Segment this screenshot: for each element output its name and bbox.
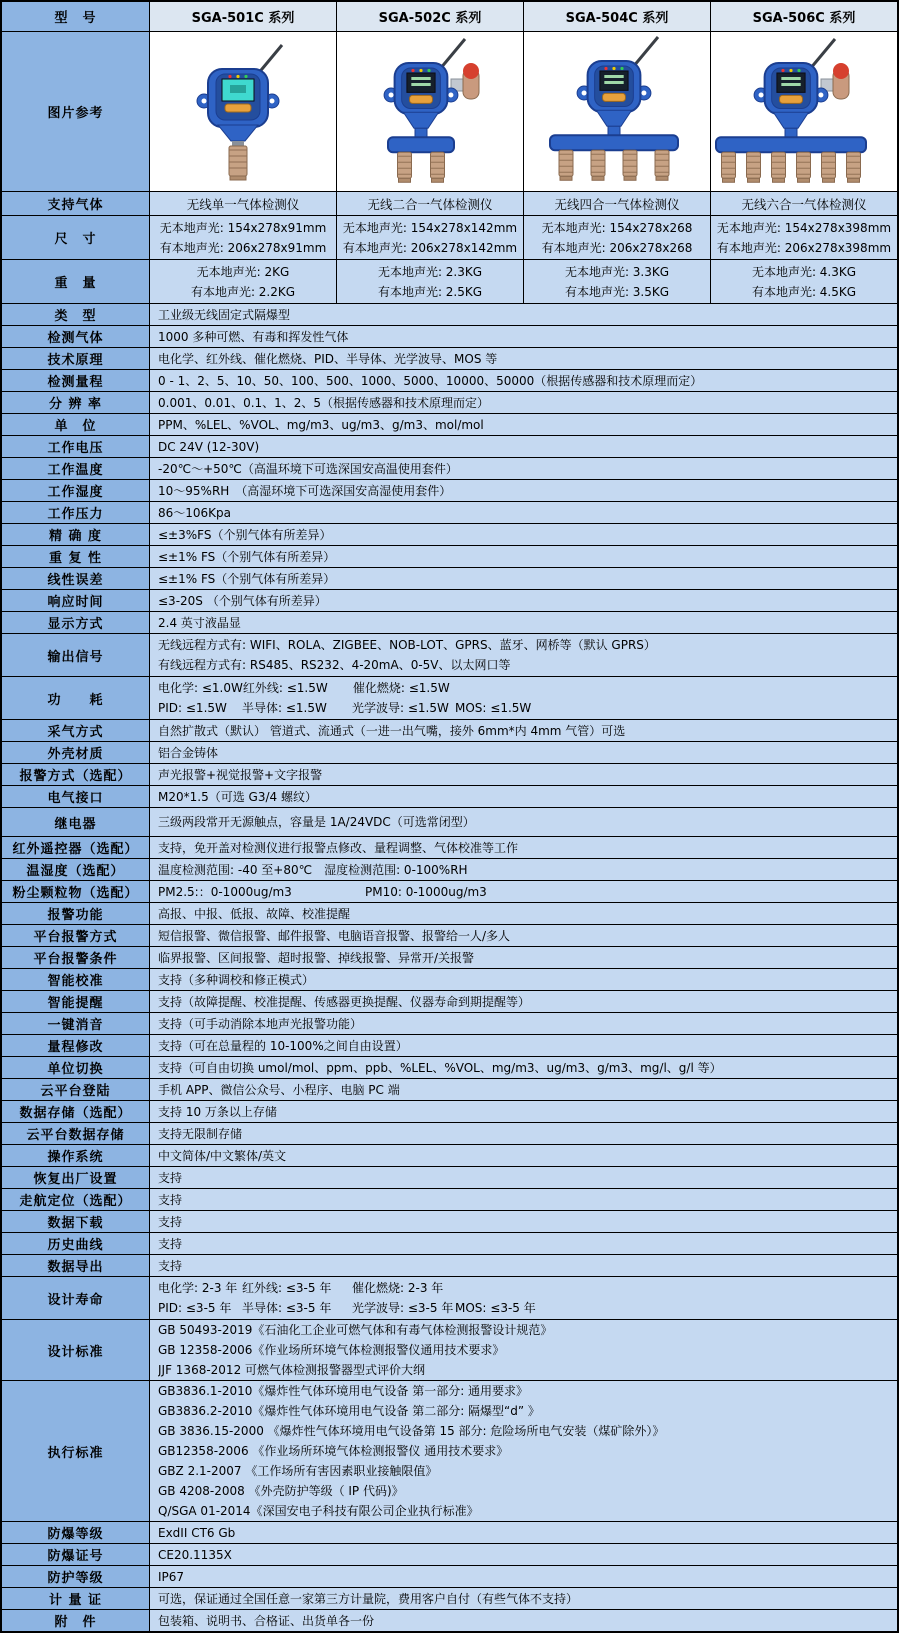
spec-row-label: 单位切换 (2, 1057, 150, 1078)
spec-row-label: 分 辨 率 (2, 392, 150, 413)
spec-value-line: Q/SGA 01-2014《深国安电子科技有限公司企业执行标准》 (158, 1504, 479, 1518)
weight-501c (150, 260, 337, 303)
spec-value-line: 支持 (158, 1170, 183, 1185)
size-line: 有本地声光: 206x278x142mm (342, 240, 518, 255)
weight-506c (711, 260, 897, 303)
spec-row (2, 304, 897, 326)
spec-value-segment: 催化燃烧: 2-3 年 (352, 1281, 444, 1295)
size-line: 无本地声光: 154x278x268 (541, 221, 693, 236)
spec-row-label: 工作电压 (2, 436, 150, 457)
spec-row (2, 1079, 897, 1101)
spec-row-value (150, 392, 897, 413)
spec-row-label: 工作湿度 (2, 480, 150, 501)
spec-value-line: 铝合金铸体 (158, 745, 219, 760)
spec-row-label: 检测气体 (2, 326, 150, 347)
spec-row-value (150, 808, 897, 836)
spec-row (2, 1013, 897, 1035)
spec-row-label: 云平台登陆 (2, 1079, 150, 1100)
spec-row-value (150, 1189, 897, 1210)
model-name-sga-502c: SGA-502C 系列 (337, 2, 524, 31)
spec-row-label: 红外遥控器（选配） (2, 837, 150, 858)
spec-row (2, 370, 897, 392)
spec-row-label: 智能提醒 (2, 991, 150, 1012)
weight-label: 重 量 (2, 260, 150, 303)
model-name-sga-506c: SGA-506C 系列 (711, 2, 897, 31)
spec-row-value (150, 1101, 897, 1122)
spec-row (2, 1233, 897, 1255)
spec-row (2, 1255, 897, 1277)
spec-row (2, 546, 897, 568)
spec-value-line: 温度检测范围: -40 至+80℃ 湿度检测范围: 0-100%RH (158, 862, 468, 877)
spec-row-value (150, 370, 897, 391)
size-line: 有本地声光: 206x278x398mm (716, 240, 892, 255)
spec-value-segment: 红外线: ≤3-5 年 (242, 1281, 332, 1295)
spec-row-value (150, 1522, 897, 1543)
spec-row-value (150, 1123, 897, 1144)
spec-row (2, 1211, 897, 1233)
spec-row-label: 继电器 (2, 808, 150, 836)
spec-row-label: 工作压力 (2, 502, 150, 523)
spec-value-line: 临界报警、区间报警、超时报警、掉线报警、异常开/关报警 (158, 950, 475, 965)
spec-value-segment: MOS: ≤1.5W (455, 701, 532, 715)
spec-value-line: GBZ 2.1-2007 《工作场所有害因素职业接触限值》 (158, 1464, 438, 1478)
spec-row (2, 414, 897, 436)
spec-value-line: 三级两段常开无源触点，容量是 1A/24VDC（可选常闭型） (158, 815, 475, 829)
spec-row (2, 1381, 897, 1522)
spec-row-value (150, 881, 897, 902)
spec-row (2, 808, 897, 837)
spec-value-line: 支持（故障提醒、校准提醒、传感器更换提醒、仪器寿命到期提醒等） (158, 994, 531, 1009)
image-row (2, 32, 897, 192)
spec-row-label: 技术原理 (2, 348, 150, 369)
spec-value-line: 支持 (158, 1214, 183, 1229)
spec-row-value (150, 786, 897, 807)
spec-value-line: GB 50493-2019《石油化工企业可燃气体和有毒气体检测报警设计规范》 (158, 1323, 553, 1337)
spec-row (2, 1320, 897, 1381)
spec-row-value (150, 1211, 897, 1232)
spec-row (2, 1057, 897, 1079)
spec-row-label: 功 耗 (2, 677, 150, 719)
spec-row-label: 显示方式 (2, 612, 150, 633)
product-image-sga-501c (150, 32, 337, 191)
spec-value-line: 支持（多种调校和修正模式） (158, 972, 315, 987)
spec-row (2, 480, 897, 502)
spec-row-label: 一键消音 (2, 1013, 150, 1034)
spec-row-value (150, 1013, 897, 1034)
size-label: 尺 寸 (2, 216, 150, 259)
support-gas-row (2, 192, 897, 216)
spec-value-line: GB 3836.15-2000 《爆炸性气体环境用电气设备第 15 部分: 危险场所电气安装（煤矿除外）》 (158, 1424, 665, 1438)
spec-row (2, 1189, 897, 1211)
spec-value-line: 电化学、红外线、催化燃烧、PID、半导体、光学波导、MOS 等 (158, 351, 498, 366)
spec-value-line: 支持（可自由切换 umol/mol、ppm、ppb、%LEL、%VOL、mg/m3、ug/m3、g/m3、mg/l、g/l 等） (158, 1060, 722, 1075)
spec-row (2, 947, 897, 969)
gas-detector-icon (150, 33, 336, 191)
spec-value-line: 10～95%RH （高湿环境下可选深国安高湿使用套件） (158, 483, 452, 498)
spec-row-value (150, 1277, 897, 1319)
product-image-sga-506c (711, 32, 897, 191)
spec-row-label: 线性误差 (2, 568, 150, 589)
spec-row (2, 348, 897, 370)
spec-row-value (150, 1167, 897, 1188)
spec-row-value (150, 524, 897, 545)
spec-row-label: 数据下载 (2, 1211, 150, 1232)
spec-row-value (150, 720, 897, 741)
spec-row-value (150, 568, 897, 589)
spec-value-line: GB12358-2006 《作业场所环境气体检测报警仪 通用技术要求》 (158, 1444, 509, 1458)
gas-detector-icon (711, 33, 897, 191)
spec-value-line: CE20.1135X (158, 1547, 232, 1562)
spec-row-value (150, 1079, 897, 1100)
spec-value-line: 中文简体/中文繁体/英文 (158, 1148, 287, 1163)
spec-row-value (150, 1255, 897, 1276)
size-line: 无本地声光: 154x278x398mm (716, 221, 892, 236)
spec-row (2, 969, 897, 991)
support-gas-506c: 无线六合一气体检测仪 (711, 192, 897, 215)
spec-row-value (150, 1588, 897, 1609)
weight-line: 无本地声光: 2KG (196, 265, 290, 280)
size-line: 无本地声光: 154x278x91mm (159, 221, 327, 236)
weight-line: 有本地声光: 2.2KG (190, 284, 296, 299)
spec-value-line: 2.4 英寸液晶显 (158, 615, 241, 630)
spec-row (2, 634, 897, 677)
spec-row-label: 报警功能 (2, 903, 150, 924)
spec-row-value (150, 1233, 897, 1254)
support-gas-504c: 无线四合一气体检测仪 (524, 192, 711, 215)
model-name-sga-504c: SGA-504C 系列 (524, 2, 711, 31)
spec-row-label: 检测量程 (2, 370, 150, 391)
spec-value-segment: 电化学: ≤1.0W (158, 681, 243, 695)
spec-row-label: 平台报警方式 (2, 925, 150, 946)
weight-row (2, 260, 897, 304)
spec-row-value (150, 1610, 897, 1631)
spec-row-value (150, 634, 897, 676)
spec-value-line: GB 4208-2008 《外壳防护等级（ IP 代码)》 (158, 1484, 404, 1498)
spec-row-label: 类 型 (2, 304, 150, 325)
spec-row-label: 平台报警条件 (2, 947, 150, 968)
spec-value-line: 0 - 1、2、5、10、50、100、500、1000、5000、10000、50000（根据传感器和技术原理而定） (158, 373, 703, 388)
spec-row (2, 991, 897, 1013)
spec-value-line: 包装箱、说明书、合格证、出货单各一份 (158, 1613, 375, 1628)
weight-502c (337, 260, 524, 303)
spec-row-label: 温湿度（选配） (2, 859, 150, 880)
spec-rows-container (2, 304, 897, 1631)
spec-value-line: ≤±3%FS（个别气体有所差异） (158, 527, 332, 542)
spec-row-value (150, 969, 897, 990)
spec-value-segment: PM10: 0-1000ug/m3 (365, 884, 487, 899)
support-gas-502c: 无线二合一气体检测仪 (337, 192, 524, 215)
spec-row (2, 590, 897, 612)
spec-value-line: 1000 多种可燃、有毒和挥发性气体 (158, 329, 349, 344)
spec-value-line: ≤±1% FS（个别气体有所差异） (158, 571, 336, 586)
spec-row-label: 计 量 证 (2, 1588, 150, 1609)
size-504c (524, 216, 711, 259)
product-image-sga-502c (337, 32, 524, 191)
spec-row-value (150, 1320, 897, 1380)
spec-row (2, 1588, 897, 1610)
spec-row (2, 1277, 897, 1320)
spec-row-label: 恢复出厂设置 (2, 1167, 150, 1188)
size-506c (711, 216, 897, 259)
size-line: 无本地声光: 154x278x142mm (342, 221, 518, 236)
spec-row-label: 智能校准 (2, 969, 150, 990)
spec-row (2, 677, 897, 720)
spec-value-line: 支持无限制存储 (158, 1126, 243, 1141)
spec-row-label: 操作系统 (2, 1145, 150, 1166)
spec-row (2, 859, 897, 881)
spec-row-label: 精 确 度 (2, 524, 150, 545)
spec-value-line: 0.001、0.01、0.1、1、2、5（根据传感器和技术原理而定） (158, 395, 490, 410)
spec-value-line: 手机 APP、微信公众号、小程序、电脑 PC 端 (158, 1082, 400, 1097)
spec-row-label: 外壳材质 (2, 742, 150, 763)
spec-value-line: 有线远程方式有: RS485、RS232、4-20mA、0-5V、以太网口等 (158, 658, 511, 672)
spec-value-line: IP67 (158, 1569, 185, 1584)
weight-line: 无本地声光: 3.3KG (564, 265, 670, 280)
spec-value-line: 支持 10 万条以上存储 (158, 1104, 277, 1119)
spec-row (2, 326, 897, 348)
spec-row-value (150, 612, 897, 633)
spec-row-value (150, 677, 897, 719)
spec-value-line: PPM、%LEL、%VOL、mg/m3、ug/m3、g/m3、mol/mol (158, 417, 484, 432)
spec-row (2, 392, 897, 414)
spec-row-label: 防爆证号 (2, 1544, 150, 1565)
spec-value-line (158, 698, 889, 718)
spec-row-value (150, 859, 897, 880)
spec-value-line: ExdII CT6 Gb (158, 1525, 236, 1540)
spec-row (2, 786, 897, 808)
spec-value-line: 支持 (158, 1192, 183, 1207)
spec-value-line: 支持 (158, 1258, 183, 1273)
spec-row (2, 1610, 897, 1631)
spec-value-segment: PID: ≤3-5 年 (158, 1301, 232, 1315)
spec-value-segment: PID: ≤1.5W (158, 701, 227, 715)
spec-row-label: 数据导出 (2, 1255, 150, 1276)
spec-value-segment: 半导体: ≤3-5 年 (242, 1301, 332, 1315)
spec-row-value (150, 903, 897, 924)
spec-row (2, 903, 897, 925)
spec-row-label: 数据存储（选配） (2, 1101, 150, 1122)
spec-value-line: 可选，保证通过全国任意一家第三方计量院，费用客户自付（有些气体不支持） (158, 1591, 579, 1606)
spec-value-segment: 催化燃烧: ≤1.5W (352, 681, 450, 695)
spec-value-line (158, 882, 889, 902)
spec-value-line: ≤3-20S （个别气体有所差异） (158, 593, 327, 608)
spec-row-value (150, 502, 897, 523)
spec-value-line: 无线远程方式有: WIFI、ROLA、ZIGBEE、NOB-LOT、GPRS、蓝牙、网桥等（默认 GPRS） (158, 638, 656, 652)
spec-row-label: 电气接口 (2, 786, 150, 807)
spec-value-segment: PM2.5:：0-1000ug/m3 (158, 884, 292, 899)
image-row-label: 图片参考 (2, 32, 150, 191)
spec-row-value (150, 326, 897, 347)
size-line: 有本地声光: 206x278x91mm (159, 240, 327, 255)
spec-row-label: 历史曲线 (2, 1233, 150, 1254)
weight-line: 无本地声光: 4.3KG (751, 265, 857, 280)
spec-row-label: 量程修改 (2, 1035, 150, 1056)
spec-value-line: JJF 1368-2012 可燃气体检测报警器型式评价大纲 (158, 1363, 426, 1377)
spec-row (2, 881, 897, 903)
spec-row (2, 1544, 897, 1566)
spec-row-label: 走航定位（选配） (2, 1189, 150, 1210)
spec-row-value (150, 764, 897, 785)
spec-value-line: ≤±1% FS（个别气体有所差异） (158, 549, 336, 564)
weight-line: 有本地声光: 2.5KG (377, 284, 483, 299)
spec-value-segment: 光学波导: ≤3-5 年 (352, 1301, 454, 1315)
spec-row (2, 925, 897, 947)
spec-row-value (150, 925, 897, 946)
spec-value-line (158, 1278, 889, 1298)
gas-detector-icon (524, 33, 710, 191)
spec-value-line: 支持，免开盖对检测仪进行报警点修改、量程调整、气体校准等工作 (158, 840, 519, 855)
spec-row-value (150, 1566, 897, 1587)
weight-line: 有本地声光: 3.5KG (564, 284, 670, 299)
spec-row-label: 防护等级 (2, 1566, 150, 1587)
spec-row-value (150, 590, 897, 611)
spec-row-value (150, 348, 897, 369)
spec-value-line: GB 12358-2006《作业场所环境气体检测报警仪通用技术要求》 (158, 1343, 505, 1357)
spec-value-line: 自然扩散式（默认） 管道式、流通式（一进一出气嘴，接外 6mm*内 4mm 气管）可选 (158, 723, 626, 738)
spec-row (2, 764, 897, 786)
spec-value-line: 支持（可在总量程的 10-100%之间自由设置） (158, 1038, 408, 1053)
spec-row (2, 1123, 897, 1145)
spec-row-value (150, 837, 897, 858)
product-image-sga-504c (524, 32, 711, 191)
spec-row-label: 附 件 (2, 1610, 150, 1631)
spec-row (2, 1145, 897, 1167)
spec-row (2, 458, 897, 480)
spec-row (2, 837, 897, 859)
spec-row-value (150, 304, 897, 325)
spec-row-label: 响应时间 (2, 590, 150, 611)
spec-row-label: 云平台数据存储 (2, 1123, 150, 1144)
spec-value-segment: 电化学: 2-3 年 (158, 1281, 238, 1295)
spec-value-segment: 半导体: ≤1.5W (242, 701, 327, 715)
weight-504c (524, 260, 711, 303)
spec-row-label: 重 复 性 (2, 546, 150, 567)
size-501c (150, 216, 337, 259)
spec-row (2, 1522, 897, 1544)
spec-row-value (150, 480, 897, 501)
spec-value-line: GB3836.2-2010《爆炸性气体环境用电气设备 第二部分: 隔爆型“d” 》 (158, 1404, 540, 1418)
spec-row (2, 742, 897, 764)
spec-row-value (150, 414, 897, 435)
header-model-label: 型 号 (2, 2, 150, 31)
spec-row-label: 设计寿命 (2, 1277, 150, 1319)
spec-row-label: 粉尘颗粒物（选配） (2, 881, 150, 902)
spec-row (2, 612, 897, 634)
spec-row (2, 524, 897, 546)
spec-row (2, 1566, 897, 1588)
size-line: 有本地声光: 206x278x268 (541, 240, 693, 255)
size-502c (337, 216, 524, 259)
gas-detector-icon (337, 33, 523, 191)
spec-row-value (150, 1544, 897, 1565)
spec-value-line: DC 24V (12-30V) (158, 439, 260, 454)
spec-value-line: 支持 (158, 1236, 183, 1251)
weight-line: 有本地声光: 4.5KG (751, 284, 857, 299)
spec-row-value (150, 1145, 897, 1166)
spec-row (2, 1101, 897, 1123)
spec-value-segment: 光学波导: ≤1.5W (352, 701, 449, 715)
spec-row-value (150, 947, 897, 968)
size-row (2, 216, 897, 260)
spec-row-label: 防爆等级 (2, 1522, 150, 1543)
spec-value-line: -20℃～+50℃（高温环境下可选深国安高温使用套件） (158, 461, 458, 476)
spec-value-line: GB3836.1-2010《爆炸性气体环境用电气设备 第一部分: 通用要求》 (158, 1384, 529, 1398)
spec-row-value (150, 742, 897, 763)
spec-row-value (150, 1057, 897, 1078)
model-name-sga-501c: SGA-501C 系列 (150, 2, 337, 31)
weight-line: 无本地声光: 2.3KG (377, 265, 483, 280)
spec-row-value (150, 1381, 897, 1521)
support-gas-label: 支持气体 (2, 192, 150, 215)
spec-value-line: 高报、中报、低报、故障、校准提醒 (158, 906, 351, 921)
header-row (2, 2, 897, 32)
spec-row-value (150, 991, 897, 1012)
spec-row (2, 1167, 897, 1189)
spec-row-label: 输出信号 (2, 634, 150, 676)
spec-row-value (150, 458, 897, 479)
spec-row (2, 436, 897, 458)
spec-value-segment: 红外线: ≤1.5W (242, 681, 328, 695)
spec-value-line (158, 678, 889, 698)
spec-row-label: 单 位 (2, 414, 150, 435)
spec-value-line: M20*1.5（可选 G3/4 螺纹） (158, 789, 317, 804)
spec-value-line: 短信报警、微信报警、邮件报警、电脑语音报警、报警给一人/多人 (158, 928, 511, 943)
spec-row (2, 568, 897, 590)
spec-row-label: 采气方式 (2, 720, 150, 741)
spec-row (2, 502, 897, 524)
spec-row-value (150, 546, 897, 567)
spec-value-line: 工业级无线固定式隔爆型 (158, 307, 291, 322)
spec-value-segment: MOS: ≤3-5 年 (455, 1301, 536, 1315)
spec-value-line: 支持（可手动消除本地声光报警功能） (158, 1016, 363, 1031)
spec-row-value (150, 436, 897, 457)
spec-row-label: 报警方式（选配） (2, 764, 150, 785)
support-gas-501c: 无线单一气体检测仪 (150, 192, 337, 215)
spec-value-line: 声光报警+视觉报警+文字报警 (158, 767, 323, 782)
spec-row (2, 720, 897, 742)
spec-row-label: 工作温度 (2, 458, 150, 479)
spec-value-line: 86～106Kpa (158, 505, 232, 520)
spec-value-line (158, 1298, 889, 1318)
spec-row (2, 1035, 897, 1057)
spec-row-value (150, 1035, 897, 1056)
spec-row-label: 执行标准 (2, 1381, 150, 1521)
spec-row-label: 设计标准 (2, 1320, 150, 1380)
